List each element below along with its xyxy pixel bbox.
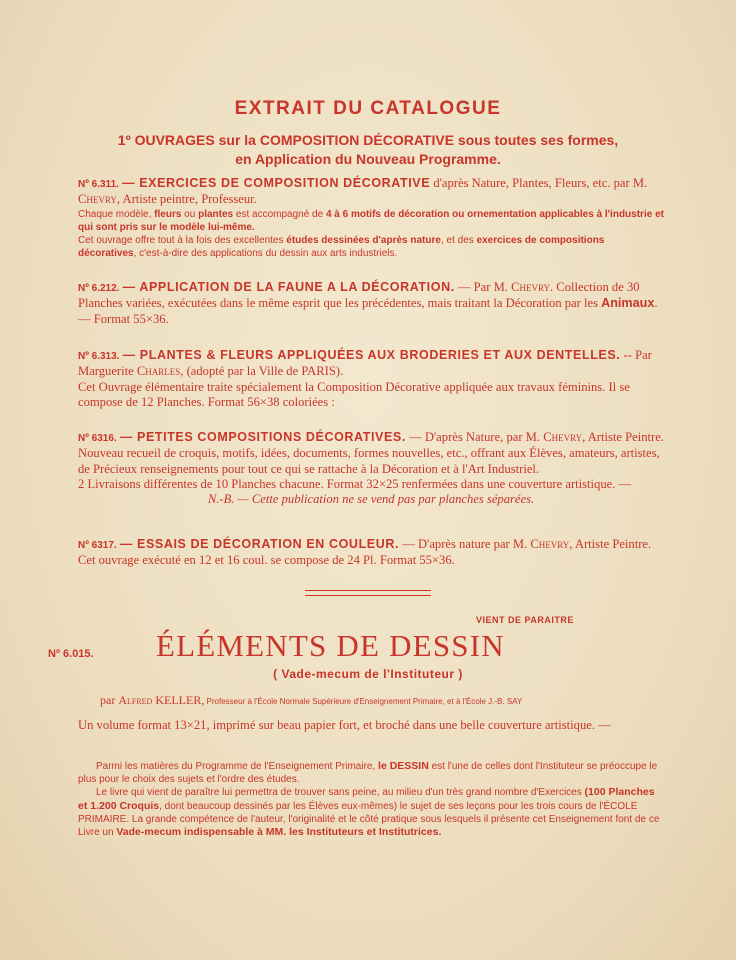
entry-author: Chevry	[543, 430, 583, 444]
entry-heading: — ESSAIS DE DÉCORATION EN COULEUR.	[119, 537, 400, 551]
entry-text: , (adopté par la Ville de PARIS).	[180, 364, 344, 379]
entry-paragraph-2: Cet Ouvrage élémentaire traite spécialement la Composition Décorative appliquée aux travaux féminins. Il se compose de 12 Planches. Format 56×38 coloriées :	[78, 379, 630, 409]
entry-paragraph	[78, 430, 664, 477]
body-text: Parmi les matières du Programme de l'Enseignement Primaire,	[96, 761, 379, 772]
double-rule-divider	[305, 590, 431, 596]
entry-heading: — EXERCICES DE COMPOSITION DÉCORATIVE	[122, 176, 431, 190]
body-bold: Vade-mecum indispensable à MM. les Instituteurs et Institutrices.	[116, 826, 442, 839]
note-text: , c'est-à-dire des applications du dessin aux arts industriels.	[133, 247, 398, 259]
featured-paragraph	[78, 760, 660, 786]
note-bold: études dessinées d'après nature	[286, 234, 441, 246]
catalogue-entry-6316	[78, 430, 664, 507]
note-bold: fleurs	[154, 208, 182, 220]
entry-number: Nº 6.313.	[78, 351, 120, 362]
entry-number: Nº 6316.	[78, 433, 117, 444]
entry-number: Nº 6.311.	[78, 179, 119, 190]
note-bold: 4 à 6 motifs de décoration ou ornementation applicables à l'industrie et qui sont pris sur le modèle lui-même.	[78, 208, 664, 233]
body-bold: (100 Planches et 1.200 Croquis	[78, 786, 655, 812]
entry-paragraph	[78, 348, 664, 380]
catalogue-title: EXTRAIT DU CATALOGUE	[234, 98, 502, 119]
entry-paragraph	[78, 280, 664, 327]
featured-author-line	[100, 693, 522, 708]
entry-text: — D'après Nature, par M.	[405, 430, 544, 444]
entry-text: , Artiste Peintre. Nouveau recueil de croquis, motifs, idées, documents, formes nouvelles, etc., offrant aux Élèves, amateurs, artistes, de Précieux renseignements pour tout ce qui se rattache à la Décoration et à l'Art Industriel.	[78, 430, 664, 476]
entry-heading: — PETITES COMPOSITIONS DÉCORATIVES.	[119, 430, 406, 444]
entry-text: -- Par Marguerite	[78, 348, 652, 379]
featured-number: Nº 6.015.	[48, 648, 94, 660]
note-text: Cet ouvrage offre tout à la fois des excellentes	[78, 234, 287, 246]
body-text: est l'une de celles dont l'Instituteur se préoccupe le plus pour le choix des sujets et l'ordre des études.	[78, 761, 658, 786]
author-prefix: par	[100, 693, 119, 707]
entry-note	[78, 234, 664, 260]
entry-note	[78, 208, 664, 234]
entry-author: Chevry	[530, 537, 570, 551]
section-subtitle-line2: en Application du Nouveau Programme.	[235, 151, 501, 167]
featured-paragraph	[78, 786, 660, 839]
entry-text: — D'après nature par M.	[399, 537, 531, 551]
catalogue-entry-6212	[78, 280, 664, 327]
entry-author: Chevry	[78, 192, 117, 207]
note-text: , et des	[440, 234, 477, 246]
entry-text: — Par M.	[454, 280, 512, 294]
entry-nb-note: N.-B. — Cette publication ne se vend pas par planches séparées.	[207, 492, 535, 507]
entry-text: d'après Nature, Plantes, Fleurs, etc. par M.	[430, 176, 648, 190]
entry-author: Chevry	[511, 280, 550, 294]
featured-title: ÉLÉMENTS DE DESSIN	[156, 628, 505, 663]
catalogue-entry-6317	[78, 537, 664, 569]
new-release-tag: VIENT DE PARAITRE	[476, 615, 574, 625]
note-text: Chaque modèle,	[78, 208, 155, 220]
note-bold: plantes	[198, 208, 234, 220]
entry-text: . — Format 55×36.	[78, 296, 658, 326]
entry-text: , Artiste Peintre. Cet ouvrage exécuté en 12 et 16 coul. se compose de 24 Pl. Format 55×36.	[78, 537, 652, 568]
featured-body	[78, 760, 660, 839]
entry-author: Charles	[136, 364, 181, 379]
entry-text: . Collection de 30 Planches variées, exécutées dans le même esprit que les précédentes, mais traitant la Décoration par les	[78, 280, 640, 311]
note-text: ou	[181, 208, 199, 220]
section-subtitle-line1: 1º OUVRAGES sur la COMPOSITION DÉCORATIVE sous toutes ses formes,	[117, 132, 619, 148]
entry-bold: Animaux	[601, 296, 655, 311]
body-text: Le livre qui vient de paraître lui permettra de trouver sans peine, au milieu d'un très grand nombre d'Exercices	[96, 787, 585, 799]
body-bold: le DESSIN	[378, 760, 429, 772]
entry-paragraph-2: 2 Livraisons différentes de 10 Planches chacune. Format 32×25 renfermées dans une couverture artistique. —	[78, 476, 632, 491]
entry-number: Nº 6.212.	[78, 283, 120, 294]
note-bold: exercices de compositions décoratives	[78, 234, 605, 259]
featured-description: Un volume format 13×21, imprimé sur beau papier fort, et broché dans une belle couverture artistique. —	[78, 718, 611, 732]
catalogue-entry-6311	[78, 176, 664, 260]
body-text: , dont beaucoup dessinés par les Élèves eux-mêmes) le sujet de ses leçons pour les trois cours de l'ÉCOLE PRIMAIRE. La grande compétence de l'auteur, l'originalité et le côté pratique sous lesquels il présente cet Enseignement font de ce Livre un	[78, 800, 660, 839]
entry-paragraph	[78, 176, 664, 208]
note-text: est accompagné de	[233, 208, 326, 220]
entry-heading: — PLANTES & FLEURS APPLIQUÉES AUX BRODERIES ET AUX DENTELLES.	[122, 348, 621, 362]
featured-author: Alfred KELLER,	[118, 693, 205, 707]
entry-heading: — APPLICATION DE LA FAUNE A LA DÉCORATION.	[122, 280, 455, 294]
entry-paragraph	[78, 537, 664, 569]
catalogue-entry-6313	[78, 348, 664, 410]
entry-text: , Artiste peintre, Professeur.	[116, 192, 257, 207]
featured-subtitle: ( Vade-mecum de l'Instituteur )	[273, 667, 463, 681]
entry-number: Nº 6317.	[78, 540, 117, 551]
author-title: Professeur à l'École Normale Supérieure d'Enseignement Primaire, et à l'École J.-B. SAY	[204, 697, 523, 706]
